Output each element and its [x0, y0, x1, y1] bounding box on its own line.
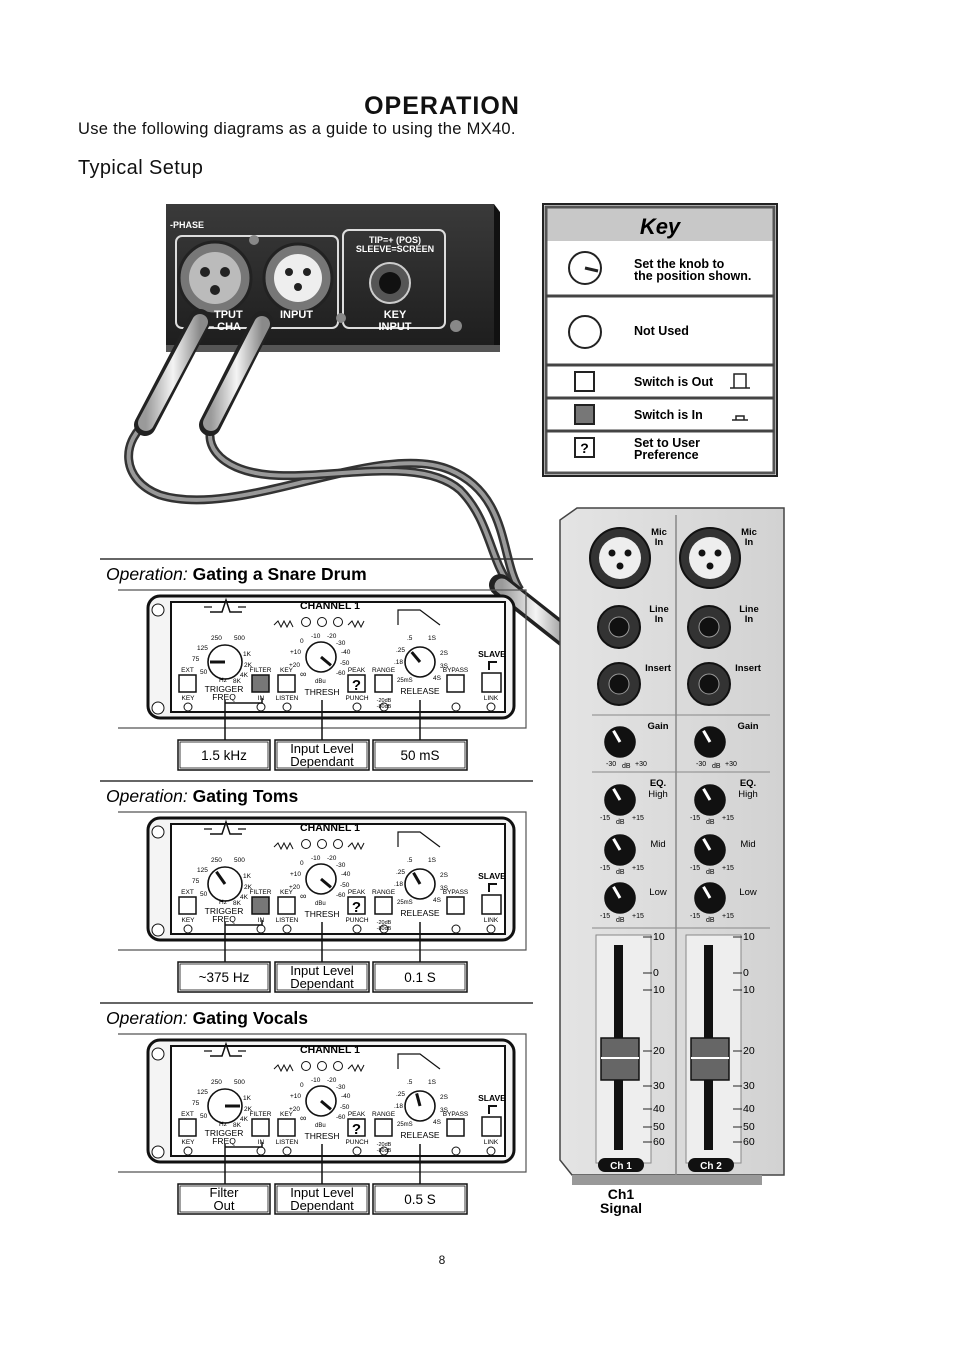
bypass-switch[interactable] [447, 675, 464, 692]
svg-text:+15: +15 [722, 815, 734, 822]
svg-text:4K: 4K [240, 672, 248, 679]
signal-label: Ch1 [607, 1186, 635, 1202]
svg-text:-50: -50 [340, 1104, 350, 1111]
svg-text:-15: -15 [690, 815, 701, 822]
svg-text:-50: -50 [340, 882, 350, 889]
svg-text:FILTER: FILTER [249, 667, 272, 674]
svg-text:0: 0 [300, 638, 304, 645]
svg-text:Low: Low [649, 887, 667, 898]
svg-text:SLEEVE=SCREEN: SLEEVE=SCREEN [355, 244, 435, 254]
svg-text:PEAK: PEAK [347, 667, 366, 674]
svg-text:Low: Low [739, 887, 757, 898]
svg-text:Input Level: Input Level [290, 1185, 354, 1200]
svg-text:-20dB: -20dB [376, 1142, 392, 1148]
svg-text:50: 50 [200, 891, 208, 898]
svg-text:High: High [648, 789, 668, 800]
svg-text:1K: 1K [243, 651, 251, 658]
svg-text:0.5 S: 0.5 S [404, 1192, 436, 1207]
section-3 [100, 1003, 533, 1214]
svg-text:PEAK: PEAK [347, 889, 366, 896]
svg-text:∞: ∞ [300, 1113, 307, 1123]
svg-text:dBu: dBu [315, 901, 326, 907]
svg-text:1S: 1S [428, 1079, 436, 1086]
svg-text:∞: ∞ [300, 669, 307, 679]
svg-text:10: 10 [653, 984, 665, 996]
svg-text:Dependant: Dependant [290, 754, 354, 769]
svg-text:40: 40 [653, 1103, 665, 1115]
svg-text:500: 500 [234, 1079, 245, 1086]
svg-text:-20: -20 [327, 855, 337, 862]
svg-text:RELEASE: RELEASE [400, 908, 440, 918]
svg-text:3S: 3S [440, 1107, 448, 1114]
range-switch[interactable] [375, 675, 392, 692]
svg-text:30: 30 [743, 1080, 755, 1092]
svg-text:TPUT: TPUT [214, 309, 243, 321]
slave-link-switch[interactable] [482, 895, 501, 914]
svg-text:RELEASE: RELEASE [400, 1130, 440, 1140]
svg-text:Insert: Insert [735, 663, 761, 674]
svg-text:KEY: KEY [279, 667, 294, 674]
svg-text:EXT: EXT [181, 1111, 194, 1118]
svg-text:RANGE: RANGE [371, 1111, 396, 1118]
svg-text:Input Level: Input Level [290, 741, 354, 756]
svg-text:SLAVE: SLAVE [478, 649, 506, 659]
svg-text:3S: 3S [440, 663, 448, 670]
svg-text:75: 75 [192, 1100, 200, 1107]
svg-text:dB: dB [706, 869, 715, 876]
svg-text:1S: 1S [428, 635, 436, 642]
switch-out-icon [575, 372, 594, 391]
svg-text:+15: +15 [632, 865, 644, 872]
svg-text:RELEASE: RELEASE [400, 686, 440, 696]
svg-text:Mic: Mic [741, 527, 757, 538]
filter-switch[interactable] [252, 675, 269, 692]
svg-text:Out: Out [213, 1198, 235, 1213]
svg-text:dB: dB [706, 917, 715, 924]
knob-unused-icon [569, 316, 601, 348]
section-heading: Operation: Gating Vocals [106, 1008, 308, 1028]
svg-text:.5: .5 [407, 635, 413, 642]
svg-text:2S: 2S [440, 1094, 448, 1101]
svg-text:10: 10 [743, 984, 755, 996]
svg-text:-20dB: -20dB [376, 920, 392, 926]
range-switch[interactable] [375, 897, 392, 914]
key-row-5: Set to User [634, 436, 700, 450]
svg-text:LINK: LINK [483, 695, 499, 702]
svg-text:KEY: KEY [181, 695, 195, 702]
svg-text:4S: 4S [433, 897, 441, 904]
svg-text:TRIGGER: TRIGGER [204, 1128, 244, 1138]
svg-text:EXT: EXT [181, 889, 194, 896]
back-panel [166, 204, 500, 352]
svg-text:-30: -30 [336, 862, 346, 869]
svg-text:INPUT: INPUT [378, 321, 412, 333]
svg-text:the position shown.: the position shown. [634, 269, 752, 283]
section-1 [100, 559, 533, 770]
svg-text:.18: .18 [394, 659, 404, 666]
svg-text:In: In [654, 537, 664, 548]
svg-text:+20: +20 [289, 662, 301, 669]
svg-text:LISTEN: LISTEN [275, 1139, 299, 1146]
svg-text:500: 500 [234, 857, 245, 864]
svg-text:IN: IN [257, 695, 265, 702]
svg-text:-40: -40 [341, 871, 351, 878]
svg-text:125: 125 [197, 1089, 208, 1096]
svg-text:50 mS: 50 mS [400, 748, 440, 763]
svg-text:-15: -15 [600, 815, 611, 822]
switch-in-icon [575, 405, 594, 424]
svg-text:-10: -10 [311, 855, 321, 862]
key-listen-switch[interactable] [278, 675, 295, 692]
svg-text:FREQ: FREQ [212, 1136, 236, 1146]
svg-text:FREQ: FREQ [212, 692, 236, 702]
svg-text:1K: 1K [243, 1095, 251, 1102]
svg-text:20: 20 [653, 1045, 665, 1057]
svg-text:+15: +15 [722, 913, 734, 920]
ext-key-switch[interactable] [179, 675, 196, 692]
svg-text:TIP=+ (POS): TIP=+ (POS) [368, 235, 422, 245]
svg-text:-15: -15 [690, 913, 701, 920]
svg-text:+20: +20 [289, 884, 301, 891]
svg-text:PUNCH: PUNCH [345, 695, 369, 702]
svg-text:Mid: Mid [740, 839, 756, 850]
operation-sections [100, 559, 533, 1214]
svg-text:-15: -15 [690, 865, 701, 872]
svg-text:THRESH: THRESH [304, 909, 340, 919]
svg-text:?: ? [351, 899, 362, 916]
svg-text:75: 75 [192, 878, 200, 885]
svg-text:KEY: KEY [181, 917, 195, 924]
svg-text:60: 60 [653, 1136, 665, 1148]
section-heading: Operation: Gating Toms [106, 786, 299, 806]
svg-text:PUNCH: PUNCH [345, 917, 369, 924]
svg-text:-10: -10 [311, 633, 321, 640]
channel-label: Ch 1 [610, 1161, 632, 1172]
svg-text:dBu: dBu [315, 1123, 326, 1129]
svg-text:∞: ∞ [300, 891, 307, 901]
svg-text:In: In [654, 614, 664, 625]
svg-text:-60: -60 [336, 892, 346, 899]
svg-text:BYPASS: BYPASS [442, 889, 469, 896]
svg-text:In: In [744, 614, 754, 625]
key-row-2: Not Used [634, 324, 689, 338]
svg-text:?: ? [580, 440, 589, 456]
svg-text:-30: -30 [606, 761, 617, 768]
svg-text:LISTEN: LISTEN [275, 695, 299, 702]
svg-text:.18: .18 [394, 881, 404, 888]
svg-text:Dependant: Dependant [290, 976, 354, 991]
svg-text:4S: 4S [433, 1119, 441, 1126]
svg-text:4K: 4K [240, 1116, 248, 1123]
svg-text:KEY: KEY [181, 1139, 195, 1146]
key-row-3: Switch is Out [634, 375, 714, 389]
svg-text:250: 250 [211, 1079, 222, 1086]
svg-text:CHANNEL 1: CHANNEL 1 [300, 822, 360, 834]
filter-switch[interactable] [252, 897, 269, 914]
svg-text:TRIGGER: TRIGGER [204, 684, 244, 694]
ext-key-switch[interactable] [179, 897, 196, 914]
key-listen-switch[interactable] [278, 1119, 295, 1136]
svg-text:10: 10 [653, 931, 665, 943]
svg-text:8K: 8K [233, 678, 241, 685]
svg-text:Insert: Insert [645, 663, 671, 674]
mixer-panel [560, 508, 784, 1185]
svg-text:2S: 2S [440, 650, 448, 657]
svg-text:+20: +20 [289, 1106, 301, 1113]
svg-text:-15: -15 [600, 865, 611, 872]
channel-label: Ch 2 [700, 1161, 722, 1172]
svg-text:40: 40 [743, 1103, 755, 1115]
svg-text:25mS: 25mS [397, 678, 413, 684]
svg-text:2S: 2S [440, 872, 448, 879]
svg-text:0: 0 [300, 1082, 304, 1089]
svg-text:0: 0 [300, 860, 304, 867]
svg-text:25mS: 25mS [397, 900, 413, 906]
svg-text:.25: .25 [396, 1091, 406, 1098]
svg-text:CHANNEL 1: CHANNEL 1 [300, 600, 360, 612]
svg-text:High: High [738, 789, 758, 800]
svg-text:dB: dB [622, 763, 631, 770]
page-number: 8 [438, 1253, 446, 1267]
svg-text:IN: IN [257, 917, 265, 924]
svg-text:50: 50 [743, 1121, 755, 1133]
svg-text:?: ? [351, 1121, 362, 1138]
svg-text:1S: 1S [428, 857, 436, 864]
svg-text:+10: +10 [290, 871, 302, 878]
svg-text:.18: .18 [394, 1103, 404, 1110]
svg-text:+10: +10 [290, 1093, 302, 1100]
svg-text:Signal: Signal [599, 1200, 643, 1216]
page-title: OPERATION [364, 92, 520, 120]
svg-text:2K: 2K [244, 1106, 252, 1113]
svg-text:30: 30 [653, 1080, 665, 1092]
range-switch[interactable] [375, 1119, 392, 1136]
key-listen-switch[interactable] [278, 897, 295, 914]
svg-text:PEAK: PEAK [347, 1111, 366, 1118]
svg-text:– CHA: – CHA [208, 321, 242, 333]
svg-text:dB: dB [616, 869, 625, 876]
svg-text:?: ? [351, 677, 362, 694]
svg-text:0: 0 [653, 967, 659, 979]
svg-text:.5: .5 [407, 1079, 413, 1086]
svg-text:8K: 8K [233, 1122, 241, 1129]
svg-text:EQ.: EQ. [739, 778, 757, 789]
svg-text:LINK: LINK [483, 917, 499, 924]
slave-link-switch[interactable] [482, 673, 501, 692]
svg-text:-80dB: -80dB [376, 926, 392, 932]
svg-text:EXT: EXT [181, 667, 194, 674]
svg-text:~375 Hz: ~375 Hz [198, 970, 250, 985]
svg-text:THRESH: THRESH [304, 687, 340, 697]
ext-key-switch[interactable] [179, 1119, 196, 1136]
svg-text:In: In [744, 537, 754, 548]
svg-text:dB: dB [712, 763, 721, 770]
bypass-switch[interactable] [447, 897, 464, 914]
svg-text:.25: .25 [396, 647, 406, 654]
svg-text:Filter: Filter [209, 1185, 239, 1200]
svg-text:.5: .5 [407, 857, 413, 864]
key-legend [543, 204, 777, 476]
svg-text:RANGE: RANGE [371, 889, 396, 896]
svg-text:LISTEN: LISTEN [275, 917, 299, 924]
svg-text:FILTER: FILTER [249, 889, 272, 896]
intro-text: Use the following diagrams as a guide to using the MX40. [78, 120, 516, 138]
svg-text:-20dB: -20dB [376, 698, 392, 704]
svg-text:125: 125 [197, 645, 208, 652]
svg-text:Mid: Mid [650, 839, 666, 850]
svg-text:-15: -15 [600, 913, 611, 920]
svg-text:0: 0 [743, 967, 749, 979]
svg-text:50: 50 [200, 1113, 208, 1120]
svg-text:BYPASS: BYPASS [442, 667, 469, 674]
svg-text:CHANNEL 1: CHANNEL 1 [300, 1044, 360, 1056]
svg-text:THRESH: THRESH [304, 1131, 340, 1141]
key-row-4: Switch is In [634, 408, 703, 422]
svg-text:TRIGGER: TRIGGER [204, 906, 244, 916]
svg-text:Line: Line [739, 604, 759, 615]
svg-text:Preference: Preference [634, 448, 699, 462]
svg-text:-20: -20 [327, 633, 337, 640]
svg-text:Hz: Hz [219, 677, 227, 684]
svg-text:FREQ: FREQ [212, 914, 236, 924]
svg-text:-30: -30 [336, 640, 346, 647]
svg-text:20: 20 [743, 1045, 755, 1057]
svg-text:-60: -60 [336, 1114, 346, 1121]
svg-text:4S: 4S [433, 675, 441, 682]
svg-text:+10: +10 [290, 649, 302, 656]
svg-text:-10: -10 [311, 1077, 321, 1084]
svg-text:.25: .25 [396, 869, 406, 876]
svg-text:-30: -30 [696, 761, 707, 768]
svg-text:dB: dB [706, 819, 715, 826]
svg-text:1K: 1K [243, 873, 251, 880]
svg-text:2K: 2K [244, 662, 252, 669]
svg-text:INPUT: INPUT [280, 309, 313, 321]
svg-text:Gain: Gain [647, 721, 669, 732]
svg-text:+15: +15 [632, 815, 644, 822]
svg-text:250: 250 [211, 635, 222, 642]
svg-text:-60: -60 [336, 670, 346, 677]
svg-text:4K: 4K [240, 894, 248, 901]
svg-text:+15: +15 [632, 913, 644, 920]
section-heading: Typical Setup [78, 157, 204, 179]
svg-text:PUNCH: PUNCH [345, 1139, 369, 1146]
svg-text:+15: +15 [722, 865, 734, 872]
svg-text:50: 50 [653, 1121, 665, 1133]
phase-label: -PHASE [170, 220, 205, 230]
svg-text:500: 500 [234, 635, 245, 642]
svg-text:Line: Line [649, 604, 669, 615]
svg-text:Dependant: Dependant [290, 1198, 354, 1213]
svg-text:0.1 S: 0.1 S [404, 970, 436, 985]
svg-text:LINK: LINK [483, 1139, 499, 1146]
svg-text:SLAVE: SLAVE [478, 871, 506, 881]
svg-text:-50: -50 [340, 660, 350, 667]
svg-text:-20: -20 [327, 1077, 337, 1084]
svg-text:RANGE: RANGE [371, 667, 396, 674]
svg-text:-80dB: -80dB [376, 704, 392, 710]
svg-text:dB: dB [616, 819, 625, 826]
svg-text:KEY: KEY [279, 1111, 294, 1118]
svg-text:25mS: 25mS [397, 1122, 413, 1128]
svg-text:1.5 kHz: 1.5 kHz [201, 748, 247, 763]
bypass-switch[interactable] [447, 1119, 464, 1136]
svg-text:FILTER: FILTER [249, 1111, 272, 1118]
filter-switch[interactable] [252, 1119, 269, 1136]
svg-text:250: 250 [211, 857, 222, 864]
svg-text:-40: -40 [341, 649, 351, 656]
svg-text:KEY: KEY [383, 309, 407, 321]
svg-text:EQ.: EQ. [649, 778, 667, 789]
svg-text:2K: 2K [244, 884, 252, 891]
svg-text:3S: 3S [440, 885, 448, 892]
section-2 [100, 781, 533, 992]
svg-text:50: 50 [200, 669, 208, 676]
svg-text:dB: dB [616, 917, 625, 924]
svg-text:-30: -30 [336, 1084, 346, 1091]
svg-text:-80dB: -80dB [376, 1148, 392, 1154]
svg-text:-40: -40 [341, 1093, 351, 1100]
svg-text:KEY: KEY [279, 889, 294, 896]
key-title: Key [639, 214, 681, 239]
svg-text:Input Level: Input Level [290, 963, 354, 978]
svg-text:60: 60 [743, 1136, 755, 1148]
svg-text:75: 75 [192, 656, 200, 663]
svg-text:Hz: Hz [219, 1121, 227, 1128]
svg-text:IN: IN [257, 1139, 265, 1146]
svg-text:Hz: Hz [219, 899, 227, 906]
svg-text:Gain: Gain [737, 721, 759, 732]
slave-link-switch[interactable] [482, 1117, 501, 1136]
svg-text:+30: +30 [725, 761, 737, 768]
svg-text:BYPASS: BYPASS [442, 1111, 469, 1118]
svg-text:Mic: Mic [651, 527, 667, 538]
section-heading: Operation: Gating a Snare Drum [106, 564, 367, 584]
svg-text:125: 125 [197, 867, 208, 874]
svg-text:dBu: dBu [315, 679, 326, 685]
svg-text:SLAVE: SLAVE [478, 1093, 506, 1103]
svg-text:10: 10 [743, 931, 755, 943]
key-row-1: Set the knob to [634, 257, 725, 271]
svg-text:8K: 8K [233, 900, 241, 907]
svg-text:+30: +30 [635, 761, 647, 768]
